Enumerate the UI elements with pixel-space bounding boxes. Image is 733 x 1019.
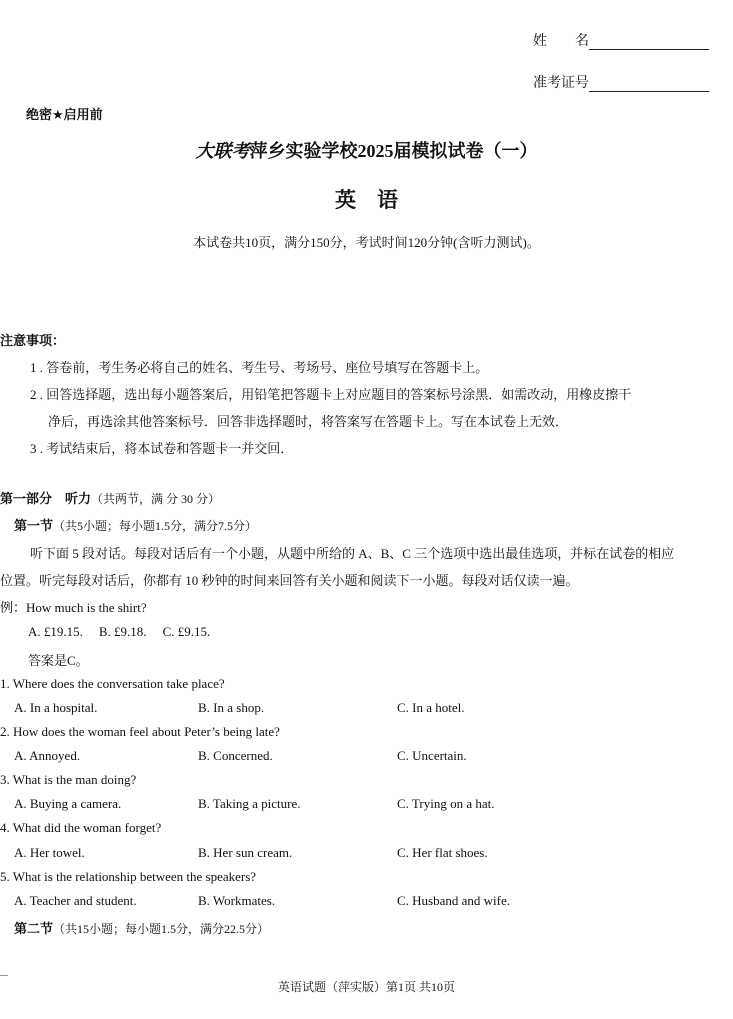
- option-c: C. Uncertain.: [397, 748, 467, 763]
- part1-title: 第一部分 听力: [0, 491, 92, 506]
- example-label: 例：: [0, 600, 27, 615]
- option-a: A. Annoyed.: [14, 748, 81, 763]
- section2-meta: （共15小题；每小题1.5分，满分22.5分）: [53, 922, 270, 936]
- section2-title: 第二节: [14, 921, 54, 936]
- secret-label: 绝密★启用前: [26, 108, 103, 123]
- name-input-line[interactable]: [589, 35, 709, 50]
- note-item: 2 . 回答选择题，选出每小题答案后，用铅笔把答题卡上对应题目的答案标号涂黑．如需改动，用橡皮擦干: [30, 387, 632, 402]
- example-question-text: How much is the shirt?: [26, 600, 147, 615]
- option-a: A. Her towel.: [14, 845, 85, 860]
- id-field[interactable]: [533, 72, 709, 92]
- option-c: C. Husband and wife.: [397, 893, 511, 908]
- exam-intro: 本试卷共10页，满分150分，考试时间120分钟(含听力测试)。: [193, 235, 540, 250]
- option-b: B. In a shop.: [198, 700, 265, 715]
- part1-meta: （共两节，满 分 30 分）: [91, 492, 221, 506]
- example-option: B. £9.18.: [98, 624, 147, 639]
- option-c: C. In a hotel.: [397, 700, 465, 715]
- exam-title: 萍乡实验学校2025届模拟试卷（一）: [249, 141, 538, 161]
- section2-heading: [14, 918, 269, 937]
- option-b: B. Taking a picture.: [198, 796, 301, 811]
- notes-title: 注意事项：: [0, 333, 66, 348]
- option-a: A. Buying a camera.: [14, 796, 122, 811]
- example-option: C. £9.15.: [162, 624, 211, 639]
- instructions-line: 听下面 5 段对话。每段对话后有一个小题，从题中所给的 A、B、C 三个选项中选出最佳选项，并标在试卷的相应: [30, 546, 675, 561]
- note-item: 1 . 答卷前，考生务必将自己的姓名、考生号、考场号、座位号填写在答题卡上。: [30, 360, 489, 375]
- section1-heading: [14, 515, 257, 534]
- exam-logo: 大联考: [195, 141, 250, 161]
- name-label: 姓 名: [533, 34, 589, 49]
- example-answer: 答案是C。: [28, 653, 89, 668]
- name-field[interactable]: [533, 30, 709, 50]
- instructions-line: 位置。听完每段对话后，你都有 10 秒钟的时间来回答有关小题和阅读下一小题。每段对话仅读一遍。: [0, 573, 579, 588]
- exam-title-block: [0, 137, 733, 163]
- question-text: 3. What is the man doing?: [0, 772, 137, 787]
- example-option: A. £19.15.: [28, 624, 83, 639]
- subject-title: 英 语: [335, 188, 398, 212]
- footer-mark: [0, 975, 8, 976]
- section1-title: 第一节: [14, 518, 54, 533]
- section1-meta: （共5小题；每小题1.5分，满分7.5分）: [53, 519, 258, 533]
- question-text: 2. How does the woman feel about Peter’s being late?: [0, 724, 280, 739]
- option-a: A. Teacher and student.: [14, 893, 137, 908]
- question-text: 4. What did the woman forget?: [0, 820, 162, 835]
- page-footer: 英语试题（萍实版）第1页 共10页: [277, 980, 455, 994]
- example-question: [0, 597, 147, 616]
- option-c: C. Her flat shoes.: [397, 845, 488, 860]
- question-text: 1. Where does the conversation take place?: [0, 676, 225, 691]
- id-label: 准考证号: [533, 76, 589, 91]
- option-b: B. Her sun cream.: [198, 845, 293, 860]
- part1-heading: [0, 488, 220, 507]
- id-input-line[interactable]: [589, 77, 709, 92]
- note-item-continued: 净后，再选涂其他答案标号．回答非选择题时，将答案写在答题卡上。写在本试卷上无效．: [48, 414, 569, 429]
- option-c: C. Trying on a hat.: [397, 796, 495, 811]
- option-b: B. Workmates.: [198, 893, 276, 908]
- option-b: B. Concerned.: [198, 748, 273, 763]
- example-options: [28, 624, 210, 640]
- option-a: A. In a hospital.: [14, 700, 98, 715]
- note-item: 3 . 考试结束后，将本试卷和答题卡一并交回．: [30, 441, 294, 456]
- question-text: 5. What is the relationship between the speakers?: [0, 869, 257, 884]
